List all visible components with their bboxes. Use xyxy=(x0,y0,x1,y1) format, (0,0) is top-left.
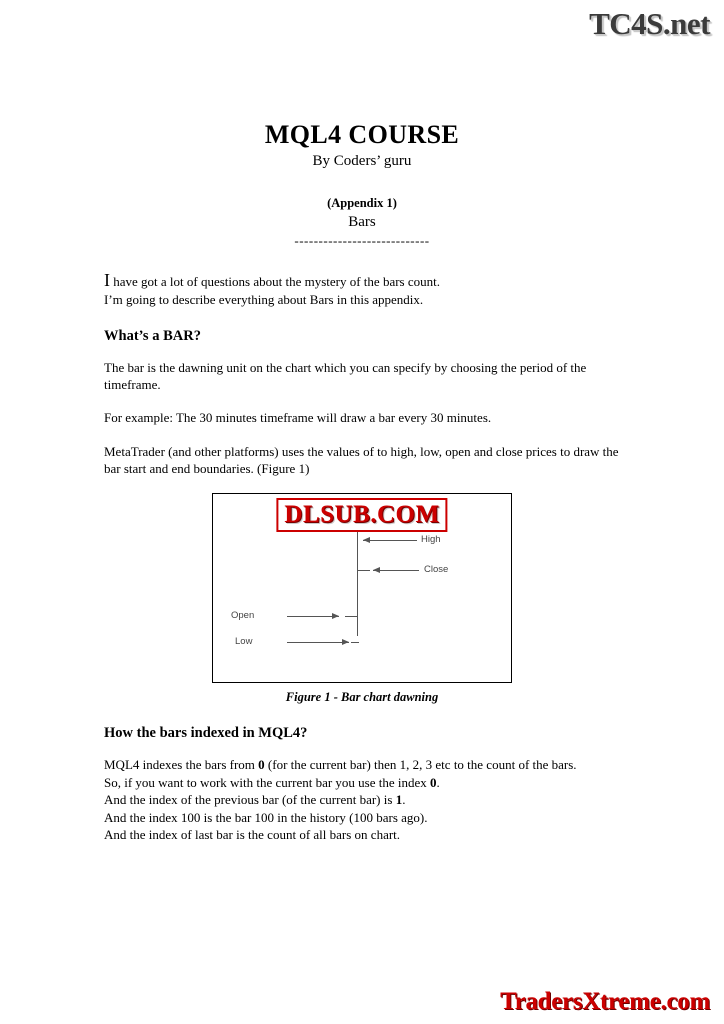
close-label: Close xyxy=(424,564,449,576)
open-label: Open xyxy=(231,610,255,622)
section2-line-3-a: And the index of the previous bar (of the current bar) is xyxy=(104,792,396,808)
bar-low-tick xyxy=(351,642,359,643)
drop-cap: I xyxy=(104,270,110,290)
section2-line-2 xyxy=(104,774,620,792)
section2-line-3-bold: 1 xyxy=(395,792,403,808)
section2-line-2-c: . xyxy=(436,774,440,790)
intro-line-2: I’m going to describe everything about Bars in this appendix. xyxy=(104,291,424,307)
divider: ---------------------------- xyxy=(294,233,430,248)
bar-open-tick xyxy=(345,616,358,617)
high-arrow xyxy=(363,540,417,541)
close-arrow xyxy=(373,570,419,571)
page-title: MQL4 COURSE xyxy=(264,120,460,149)
section2-line-2-a: So, if you want to work with the current bar you use the index xyxy=(104,774,431,790)
section2-line-1-bold: 0 xyxy=(258,757,265,773)
tc4s-watermark: TC4S.net xyxy=(589,6,710,41)
figure-1 xyxy=(104,493,620,705)
section2-line-2-bold: 0 xyxy=(430,774,437,790)
open-arrow xyxy=(287,616,339,617)
section-heading-bar-indexing: How the bars indexed in MQL4? xyxy=(104,725,308,742)
section2-line-1-a: MQL4 indexes the bars from xyxy=(104,757,259,773)
section2-line-3 xyxy=(104,791,620,809)
figure-caption: Figure 1 - Bar chart dawning xyxy=(285,690,439,705)
document-author: By Coders’ guru xyxy=(312,153,412,169)
intro-line-1 xyxy=(104,271,620,291)
appendix-label: (Appendix 1) xyxy=(327,196,397,210)
low-label: Low xyxy=(235,636,253,648)
bar-vertical-line xyxy=(357,532,358,636)
section2-line-1-c: (for the current bar) then 1, 2, 3 etc to the count of the bars. xyxy=(264,757,577,773)
tradersxtreme-watermark: TradersXtreme.com xyxy=(500,988,710,1015)
bar-close-tick xyxy=(357,570,370,571)
intro-line-1-text: have got a lot of questions about the mystery of the bars count. xyxy=(110,274,440,289)
dlsub-watermark: DLSUB.COM xyxy=(276,498,447,532)
section2-line-5: And the index of last bar is the count of all bars on chart. xyxy=(104,827,401,843)
bar-chart-diagram xyxy=(212,493,512,683)
section2-line-3-c: . xyxy=(402,792,406,808)
section1-paragraph-3: MetaTrader (and other platforms) uses the values of to high, low, open and close prices to draw the bar start and end boundaries. (Figure 1) xyxy=(104,443,619,476)
section-heading-what-is-a-bar: What’s a BAR? xyxy=(104,327,201,344)
section1-paragraph-1: The bar is the dawning unit on the chart which you can specify by choosing the period of the timeframe. xyxy=(104,359,587,393)
section2-line-4: And the index 100 is the bar 100 in the history (100 bars ago). xyxy=(104,809,428,825)
document-subtitle: Bars xyxy=(348,214,376,230)
low-arrow xyxy=(287,642,349,643)
section1-paragraph-2: For example: The 30 minutes timeframe will draw a bar every 30 minutes. xyxy=(104,410,492,426)
high-label: High xyxy=(421,534,441,546)
section2-line-1 xyxy=(104,756,620,774)
